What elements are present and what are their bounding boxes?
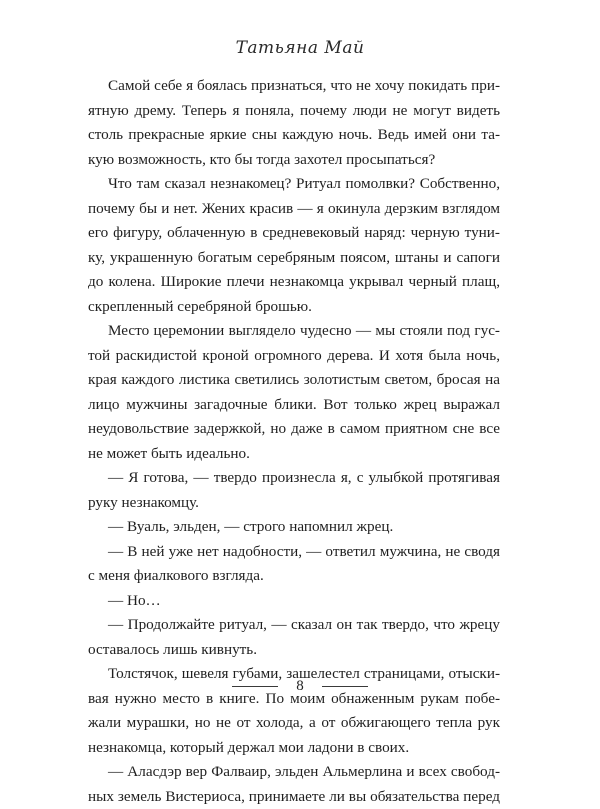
text-line: лицо мужчины загадочные блики. Вот только жрец выражал	[88, 393, 500, 418]
page-body-text	[88, 74, 500, 809]
running-header-author: Татьяна Май	[0, 38, 600, 58]
page-footer	[0, 678, 600, 695]
text-line: ку, украшенную богатым серебряным поясом, штаны и сапоги	[88, 246, 500, 271]
text-line: — Я готова, — твердо произнесла я, с улыбкой протягивая	[88, 466, 500, 491]
text-line: его фигуру, облаченную в средневековый наряд: черную туни-	[88, 221, 500, 246]
text-line: ятную дрему. Теперь я поняла, почему люди не могут видеть	[88, 99, 500, 124]
text-line: с меня фиалкового взгляда.	[88, 564, 500, 589]
text-line: Место церемонии выглядело чудесно — мы стояли под гус-	[88, 319, 500, 344]
text-line: неудовольствие задержкой, но даже в самом приятном сне все	[88, 417, 500, 442]
text-line: почему бы и нет. Жених красив — я окинула дерзким взглядом	[88, 197, 500, 222]
text-line: кую возможность, кто бы тогда захотел просыпаться?	[88, 148, 500, 173]
text-line: ных земель Вистериоса, принимаете ли вы обязательства перед	[88, 785, 500, 809]
text-line: незнакомца, который держал мои ладони в своих.	[88, 736, 500, 761]
text-line: — Аласдэр вер Фалваир, эльден Альмерлина и всех свобод-	[88, 760, 500, 785]
text-line: скрепленный серебряной брошью.	[88, 295, 500, 320]
text-line: — Но…	[88, 589, 500, 614]
text-line: оставалось лишь кивнуть.	[88, 638, 500, 663]
text-line: не может быть идеально.	[88, 442, 500, 467]
footer-rule-left	[232, 686, 278, 687]
text-line: — В ней уже нет надобности, — ответил мужчина, не сводя	[88, 540, 500, 565]
text-line: — Продолжайте ритуал, — сказал он так твердо, что жрецу	[88, 613, 500, 638]
text-line: — Вуаль, эльден, — строго напомнил жрец.	[88, 515, 500, 540]
text-line: руку незнакомцу.	[88, 491, 500, 516]
footer-rule-right	[322, 686, 368, 687]
text-line: края каждого листика светились золотистым светом, бросая на	[88, 368, 500, 393]
text-line: жали мурашки, но не от холода, а от обжигающего тепла рук	[88, 711, 500, 736]
page-number: 8	[296, 678, 304, 695]
text-line: той раскидистой кроной огромного дерева. И хотя была ночь,	[88, 344, 500, 369]
text-line: Самой себе я боялась признаться, что не хочу покидать при-	[88, 74, 500, 99]
text-line: до колена. Широкие плечи незнакомца укрывал черный плащ,	[88, 270, 500, 295]
text-line: вая нужно место в книге. По моим обнаженным рукам побе-	[88, 687, 500, 712]
text-line: столь прекрасные яркие сны каждую ночь. Ведь имей они та-	[88, 123, 500, 148]
text-line: Что там сказал незнакомец? Ритуал помолвки? Собственно,	[88, 172, 500, 197]
text-line: Толстячок, шевеля губами, зашелестел страницами, отыски-	[88, 662, 500, 687]
